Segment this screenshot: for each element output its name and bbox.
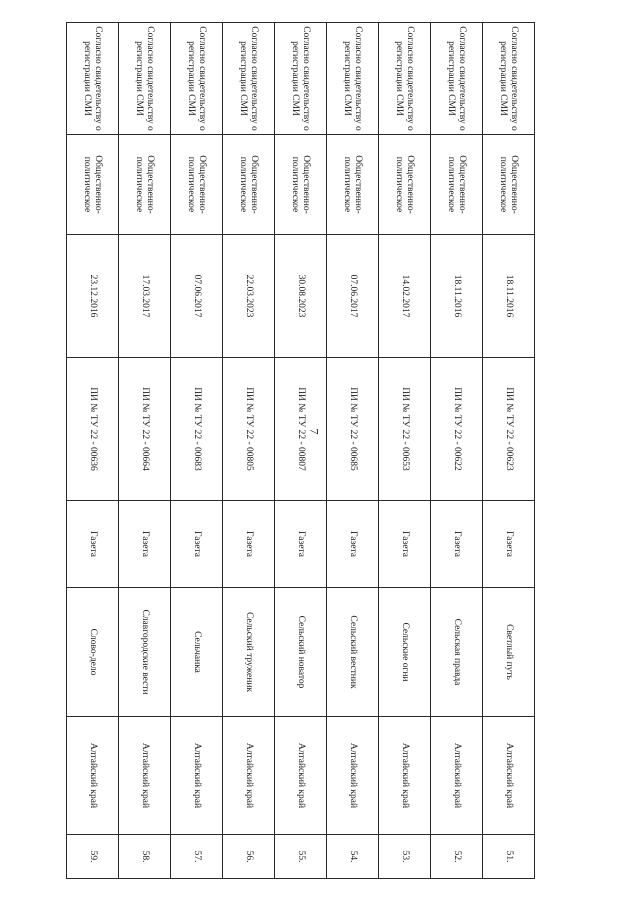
cell-region: Алтайский край — [379, 717, 431, 835]
cell-note: Согласно свидетельству о регистрации СМИ — [67, 23, 119, 135]
cell-row-number: 57. — [171, 835, 223, 879]
cell-registration-number: ПИ № ТУ 22 - 00622 — [431, 358, 483, 501]
cell-registration-date: 30.08.2023 — [275, 235, 327, 358]
cell-registration-date: 17.03.2017 — [119, 235, 171, 358]
cell-registration-number: ПИ № ТУ 22 - 00805 — [223, 358, 275, 501]
cell-media-title: Слово-дело — [67, 588, 119, 717]
cell-topic: Общественно-политическое — [275, 135, 327, 235]
cell-media-type: Газета — [275, 501, 327, 588]
cell-registration-date: 18.11.2016 — [483, 235, 535, 358]
cell-region: Алтайский край — [171, 717, 223, 835]
cell-topic: Общественно-политическое — [171, 135, 223, 235]
cell-note: Согласно свидетельству о регистрации СМИ — [171, 23, 223, 135]
cell-note: Согласно свидетельству о регистрации СМИ — [275, 23, 327, 135]
cell-row-number: 59. — [67, 835, 119, 879]
cell-media-type: Газета — [327, 501, 379, 588]
registry-table-rotated — [66, 22, 535, 878]
cell-media-type: Газета — [483, 501, 535, 588]
cell-note: Согласно свидетельству о регистрации СМИ — [327, 23, 379, 135]
cell-region: Алтайский край — [327, 717, 379, 835]
cell-row-number: 55. — [275, 835, 327, 879]
cell-media-title: Сельская правда — [431, 588, 483, 717]
cell-row-number: 53. — [379, 835, 431, 879]
cell-media-title: Сельчанка — [171, 588, 223, 717]
cell-note: Согласно свидетельству о регистрации СМИ — [379, 23, 431, 135]
cell-note: Согласно свидетельству о регистрации СМИ — [483, 23, 535, 135]
cell-registration-date: 07.06.2017 — [171, 235, 223, 358]
cell-topic: Общественно-политическое — [67, 135, 119, 235]
cell-registration-number: ПИ № ТУ 22 - 00683 — [171, 358, 223, 501]
cell-registration-number: ПИ № ТУ 22 - 00653 — [379, 358, 431, 501]
cell-media-title: Сельский вестник — [327, 588, 379, 717]
cell-region: Алтайский край — [483, 717, 535, 835]
cell-row-number: 56. — [223, 835, 275, 879]
cell-note: Согласно свидетельству о регистрации СМИ — [119, 23, 171, 135]
table-row — [171, 23, 223, 879]
cell-media-title: Сельский новатор — [275, 588, 327, 717]
cell-media-type: Газета — [379, 501, 431, 588]
cell-media-type: Газета — [431, 501, 483, 588]
cell-media-title: Славгородские вести — [119, 588, 171, 717]
cell-registration-number: ПИ № ТУ 22 - 00623 — [483, 358, 535, 501]
cell-registration-date: 23.12.2016 — [67, 235, 119, 358]
cell-topic: Общественно-политическое — [119, 135, 171, 235]
cell-registration-date: 14.02.2017 — [379, 235, 431, 358]
cell-region: Алтайский край — [223, 717, 275, 835]
table-row — [483, 23, 535, 879]
cell-media-type: Газета — [119, 501, 171, 588]
cell-region: Алтайский край — [119, 717, 171, 835]
cell-topic: Общественно-политическое — [223, 135, 275, 235]
cell-registration-number: ПИ № ТУ 22 - 00685 — [327, 358, 379, 501]
cell-topic: Общественно-политическое — [483, 135, 535, 235]
cell-topic: Общественно-политическое — [379, 135, 431, 235]
table-row — [327, 23, 379, 879]
cell-row-number: 54. — [327, 835, 379, 879]
cell-registration-date: 07.06.2017 — [327, 235, 379, 358]
table-row — [67, 23, 119, 879]
cell-media-title: Светлый путь — [483, 588, 535, 717]
table-row — [275, 23, 327, 879]
table-row — [119, 23, 171, 879]
table-row — [431, 23, 483, 879]
cell-region: Алтайский край — [275, 717, 327, 835]
table-row — [223, 23, 275, 879]
cell-region: Алтайский край — [67, 717, 119, 835]
cell-region: Алтайский край — [431, 717, 483, 835]
table-row — [379, 23, 431, 879]
cell-media-type: Газета — [67, 501, 119, 588]
page-number: 7 — [307, 428, 322, 435]
cell-media-title: Сельские огни — [379, 588, 431, 717]
cell-registration-number: ПИ № ТУ 22 - 00807 — [275, 358, 327, 501]
cell-registration-date: 22.03.2023 — [223, 235, 275, 358]
cell-topic: Общественно-политическое — [431, 135, 483, 235]
media-registry-table — [66, 22, 535, 879]
cell-row-number: 52. — [431, 835, 483, 879]
registry-table-frame — [66, 22, 535, 878]
cell-row-number: 51. — [483, 835, 535, 879]
cell-registration-number: ПИ № ТУ 22 - 00664 — [119, 358, 171, 501]
cell-registration-date: 18.11.2016 — [431, 235, 483, 358]
cell-note: Согласно свидетельству о регистрации СМИ — [223, 23, 275, 135]
cell-row-number: 58. — [119, 835, 171, 879]
table-body — [67, 23, 535, 879]
cell-registration-number: ПИ № ТУ 22 - 00636 — [67, 358, 119, 501]
cell-note: Согласно свидетельству о регистрации СМИ — [431, 23, 483, 135]
cell-media-type: Газета — [223, 501, 275, 588]
cell-media-type: Газета — [171, 501, 223, 588]
cell-topic: Общественно-политическое — [327, 135, 379, 235]
cell-media-title: Сельский труженик — [223, 588, 275, 717]
